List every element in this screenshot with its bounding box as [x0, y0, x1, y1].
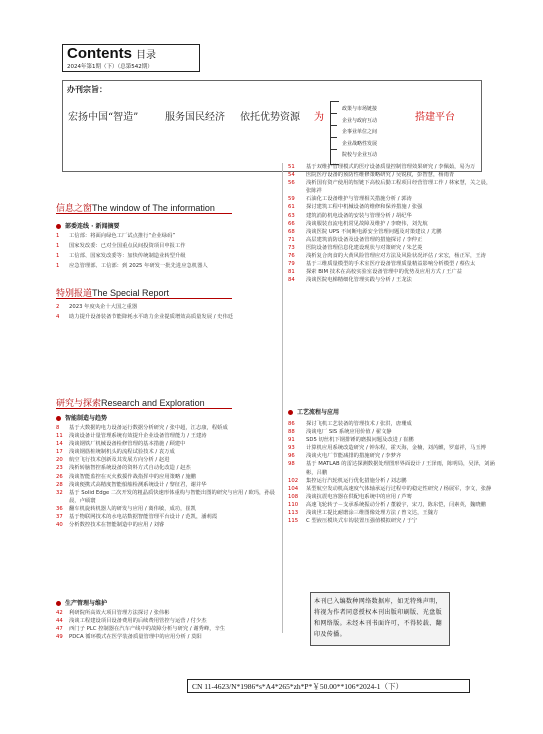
list-item: 51 基于双维护管理模式的医疗设备质量控制管理效果研究 / 李佩茹，易为万 — [288, 164, 476, 170]
bullet-icon — [56, 416, 61, 421]
issue-info: 2024年第1期（下）（总第542期） — [67, 64, 153, 70]
section-info-rule — [56, 213, 232, 214]
subsection-title: 工艺流程与应用 — [288, 407, 339, 416]
list-item: 1 应急管理部、工信部：到 2025 年研发一批先进应急机器人 — [56, 263, 208, 269]
list-item: 98 基于 MATLAB 的雷达探测数据处理图形界面设计 / 王泽雨，陈明局，吴泽，刘涵彬，吕鹏 — [288, 461, 495, 476]
list-item: 102 集控运行汽轮机运行优化措施分析 / 刘志鹏 — [288, 477, 407, 484]
copyright-notice: 本刊已入编数种网络数据库，如无特殊声明，将视为作者同意授权本刊出版印刷版、光盘版和网络版。未经本刊书面许可，不得转载、翻印及传播。 — [314, 598, 443, 638]
list-item: 66 浅谈服装直流电机常见故障及维护 / 李晓伟，刘先航 — [288, 220, 428, 227]
list-item: 49 PDCA 循环模式在医学装备质量管理中的应用分析 / 莫阳 — [56, 634, 202, 641]
bullet-icon — [56, 224, 61, 229]
research-list-production — [56, 609, 278, 641]
list-item: 44 浅谈工程建设项目设备费用的后续费用管控与运营 / 付少杰 — [56, 618, 207, 625]
contents-title: Contents 目录 — [67, 45, 156, 62]
list-item: 26 浅谈智能监控在灭火救援作战指挥中的应用策略 / 施鹏 — [56, 473, 196, 480]
cn-number: CN 11-4623/N*1986*s*A4*265*zh*P*￥50.00**106*2024-1（下） — [192, 682, 403, 691]
list-item: 71 高层建筑消防设备及设备管理的措施探讨 / 李仲正 — [288, 236, 423, 243]
list-item: 4 助力提升设备装备节能降耗水平助力企业提质增效高质量发展 / 史伟廷 — [56, 314, 234, 320]
list-item: 56 浅析国有资产使用的短链下高校后勤工程项目经营管理工作 / 林家慧，关之晨，张陈祥 — [288, 180, 492, 195]
list-item: 93 计算机应用系统改造研究 / 钟东程，霍天海，金楠，刘芮麒，罗嘉祥，马玉博 — [288, 445, 486, 452]
list-item: 73 医院设备管理信息化建设现状与对策研究 / 朱艺菱 — [288, 244, 423, 251]
list-item: 2 2023 年度央企十大国之重器 — [56, 304, 138, 310]
mission-target: 企事业单位之间 — [342, 129, 378, 135]
mission-targets — [342, 104, 377, 162]
subsection-title: 生产管理与维护 — [56, 598, 107, 607]
subsection-title: 部委连线 · 新闻摘要 — [56, 221, 119, 230]
section-special-title: 特别报道The Special Report — [56, 288, 170, 298]
mission-target: 企业战略性发展 — [342, 140, 378, 147]
list-item: 115 C 型液压模块式车钩装置压强值模拟研究 / 于宁 — [288, 518, 418, 525]
list-item: 91 SD5 切丝机下钢排锤的磨损问题及改进 / 崔鹏 — [288, 437, 414, 444]
mission-bracket — [330, 101, 339, 165]
list-item: 1 国家发改委：已对全国重点民间投资项目申报工作 — [56, 243, 186, 249]
list-item: 11 浅谈设备计量管理系统有效提升企业设备管理能力 / 王建涛 — [56, 433, 207, 440]
list-item: 54 医院医疗设备的预防性维修策略研究 / 吴锐权，彭智慧，杨雨青 — [288, 172, 455, 179]
list-item: 96 浅谈火电厂节能减排的措施研究 / 李梦齐 — [288, 453, 402, 460]
list-item: 47 西门子 PLC 控制器在汽车产线中的故障分析与研究 / 谢秀峰，辛生 — [56, 626, 226, 633]
mission-slogan: 服务国民经济 — [165, 112, 225, 123]
list-item: 61 探讨建筑工程中机械设备的维修和保养措施 / 张强 — [288, 204, 423, 211]
list-item: 84 浅谈医院电梯精细化管理实践与分析 / 王龙法 — [288, 277, 412, 284]
mission-connector: 为 — [314, 112, 324, 123]
list-item: 88 浅谈电厂 SIS 系统应用价值 / 翟文静 — [288, 429, 392, 436]
list-item: 28 浅谈便携式高精度智能船舶检测系统设计 / 黎征君，谢并华 — [56, 481, 207, 488]
list-item: 104 某型航空发动机高速度气体轴承运行过程中的稳定性研究 / 杨展军，李文，张静 — [288, 485, 492, 492]
section-research-title: 研究与探索Research and Exploration — [56, 398, 205, 408]
mission-target: 企业与政府互动 — [342, 117, 378, 124]
list-item: 37 基于物联网技术的水电站数据智能管理平台设计 / 范凯，潘莉霞 — [56, 514, 218, 521]
mission-platform: 搭建平台 — [415, 112, 455, 123]
list-item: 42 利研院所高效大项目管理方法探讨 / 张伟彬 — [56, 610, 170, 616]
section-research-rule — [56, 408, 232, 409]
list-item: 23 浅析转脑智控系统设备的资料方式自动化改造 / 赵杰 — [56, 465, 191, 472]
bullet-icon — [288, 410, 293, 415]
section-info-title: 信息之窗The window of The information — [56, 203, 215, 213]
list-item: 63 建筑消防机电设备的安装与管理分析 / 胡纪华 — [288, 212, 412, 219]
list-item: 79 基于三维质量模型的手术室医疗设备管理质量精益影响分析模型 / 蔡佐太 — [288, 261, 476, 268]
list-item: 110 高速飞轮转子－支承系统振动分析 / 董毅宇，宋刀，陈东恺，闫素英，魏晓鹏 — [288, 501, 486, 508]
list-item: 113 浅谈世工提比耐磨涂三维图像处理方法 / 曾文达，王魏方 — [288, 510, 439, 517]
list-item: 68 浅谈医院 UPS 不间断电源安全管理问题及对策建议 / 尤鹏 — [288, 228, 442, 235]
mission-label: 办刊宗旨： — [67, 84, 107, 94]
mission-target: 院校与企业互动 — [342, 152, 378, 158]
research-list-intelligent — [56, 424, 278, 529]
mission-target: 政策与市场链接 — [342, 106, 378, 112]
list-item: 36 翻车机旋转机器人的研发与应用 / 离伟敏，成功，崔凯 — [56, 505, 196, 512]
mission-slogan: 依托优势资源 — [240, 112, 300, 123]
section-special-rule — [56, 298, 232, 299]
right-list-craft — [288, 420, 496, 525]
subsection-title: 智能制造与趋势 — [56, 413, 107, 422]
list-item: 1 工信部、国家发改委等：加快传统制造业转型升级 — [56, 253, 186, 259]
list-item: 86 探讨飞机工艺装备的管理技术 / 张洪，唐珊成 — [288, 421, 412, 427]
list-item: 76 浅析复合肉食的大黄风险管理应对方法及风险状况评估 / 宋宏，杨正军，王涛 — [288, 253, 486, 260]
mission-box — [62, 80, 482, 172]
list-item: 59 石油化工设备维护与管理相关措施分析 / 郭涛 — [288, 196, 412, 203]
list-item: 20 航空飞行技术创新及其发展方向分析 / 赵进 — [56, 457, 170, 464]
mission-slogan: 宏扬中国“智造” — [68, 112, 139, 123]
list-item: 14 浅谈钢铁厂机械设备检修管理的基本措施 / 顾建中 — [56, 441, 186, 448]
list-item: 32 基于 Solid Edge 二次开发的粗晶质快速形体重构与智能出图的研究与应用 / 欧玛，孙晨晨，卢硕寰 — [56, 489, 275, 504]
list-item: 8 基于大数据的电力设备运行数据分析研究 / 张中超，江志康，程娇成 — [56, 425, 228, 431]
right-list-management — [288, 163, 496, 284]
list-item: 108 浅谈抗震电容器在供配电系统中的应用 / 芦骞 — [288, 493, 412, 500]
column-divider — [282, 163, 283, 633]
list-item: 17 浅谈钢筋桩统制机头的流程试验技术 / 袁万成 — [56, 449, 175, 456]
list-item: 81 探索 BIM 技术在高校实验室设备管理中的优势及应用方式 / 王广益 — [288, 269, 463, 276]
list-item: 1 工信部：将面向绿色工厂试点推行“企业绿码” — [56, 233, 176, 239]
bullet-icon — [56, 601, 61, 606]
list-item: 40 分析数控技术在智能制造中的应用 / 刘睿 — [56, 522, 165, 529]
